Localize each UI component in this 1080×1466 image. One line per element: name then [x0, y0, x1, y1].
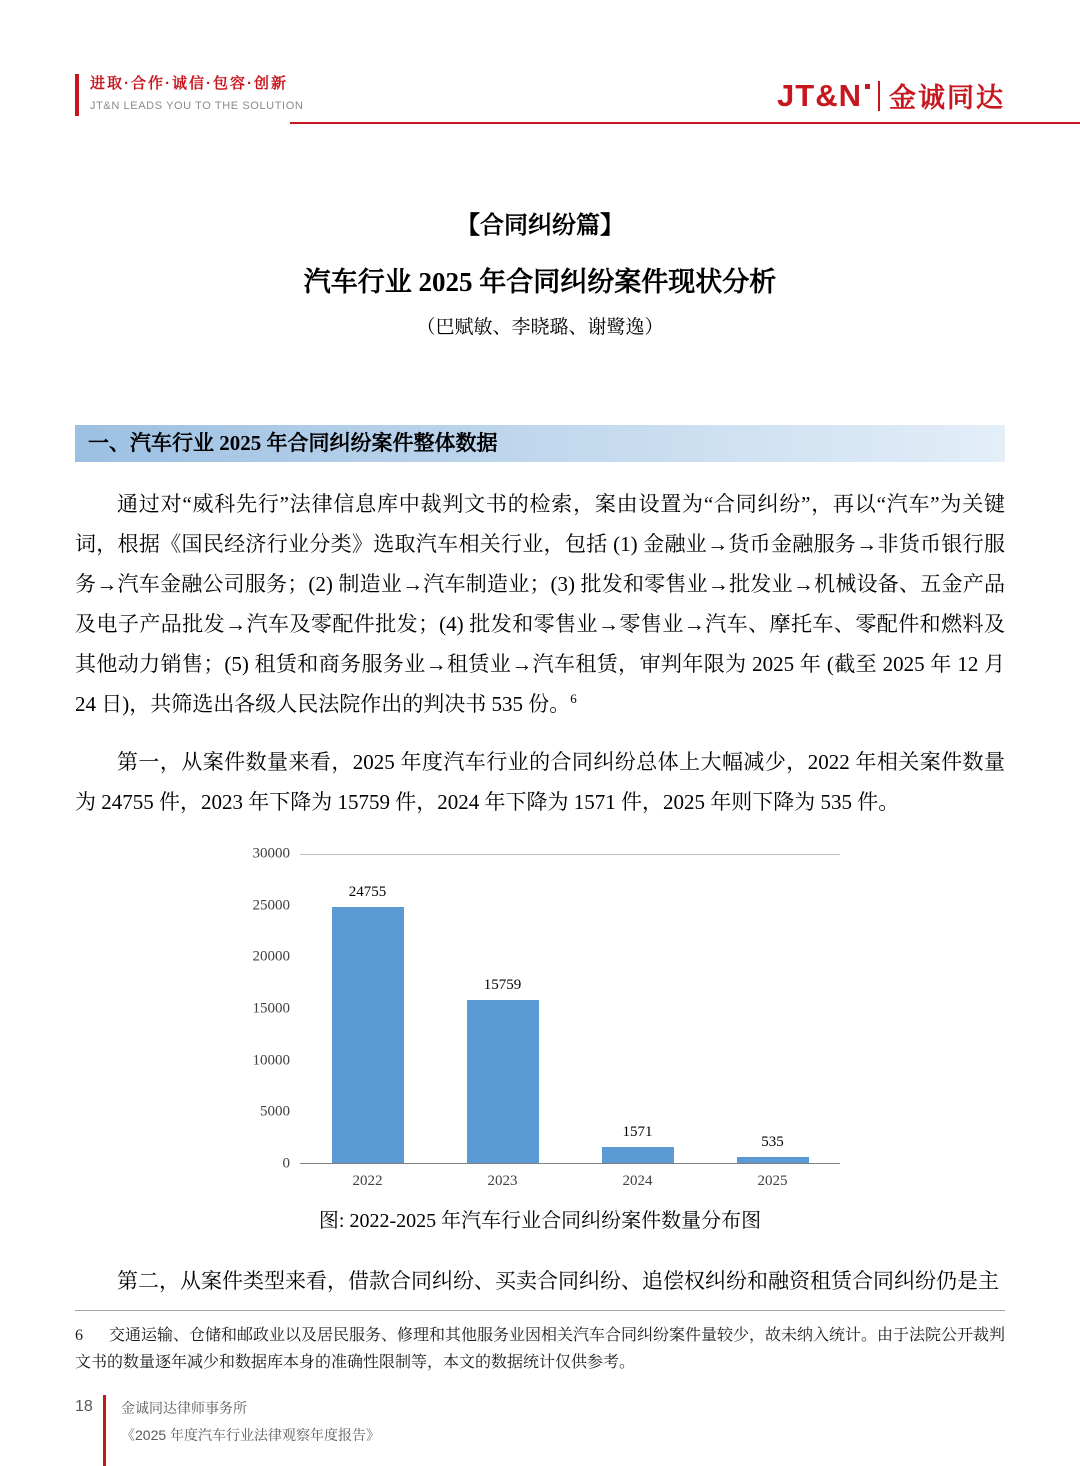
article-kicker: 【合同纠纷篇】 [456, 213, 624, 239]
slogan-english: JT&N LEADS YOU TO THE SOLUTION [90, 100, 304, 112]
case-count-bar-chart [240, 845, 840, 1190]
chart-category-row [300, 1164, 840, 1190]
bar-value-label: 1571 [622, 1124, 653, 1140]
footnote-area [75, 1310, 1005, 1376]
x-axis-category-label: 2023 [487, 1173, 518, 1189]
slogan-chinese: 进取·合作·诚信·包容·创新 [90, 75, 288, 92]
page-footer [75, 1395, 380, 1466]
chart-plot [300, 854, 840, 1164]
y-axis-tick-label: 10000 [252, 1052, 290, 1069]
bar-value-label: 15759 [483, 977, 522, 993]
footnote-marker: 6 [75, 1327, 83, 1344]
bar [602, 1147, 674, 1163]
footer-report-title: 《2025 年度汽车行业法律观察年度报告》 [121, 1427, 381, 1443]
bar-value-label: 24755 [348, 884, 387, 900]
paragraph-1 [75, 484, 1005, 724]
paragraph-1-text: 通过对“威科先行”法律信息库中裁判文书的检索，案由设置为“合同纠纷”，再以“汽车”为关键词，根据《国民经济行业分类》选取汽车相关行业，包括 (1) 金融业→货币金融服务→非货币银行服务→汽车金融公司服务；(2) 制造业→汽车制造业；(3) 批发和零售业→批发业→机械设备、五金产品及电子产品批发→汽车及零配件批发；(4) 批发和零售业→零售业→汽车、摩托车、零配件和燃料及其他动力销售；(5) 租赁和商务服务业→租赁业→汽车租赁，审判年限为 2025 年 (截至 2025 年 12 月 24 日)，共筛选出各级人民法院作出的判决书 535 份。 [75, 492, 1005, 716]
logo-text-en: JT&N [777, 77, 862, 113]
article-title: 汽车行业 2025 年合同纠纷案件现状分析 [303, 267, 777, 297]
y-axis-tick-label: 25000 [252, 897, 290, 914]
x-axis-category-label: 2025 [757, 1173, 788, 1189]
chart-inner [240, 845, 840, 1172]
bar-group [300, 855, 435, 1163]
y-axis-tick-label: 5000 [260, 1103, 290, 1120]
y-axis-tick-label: 15000 [252, 1000, 290, 1017]
x-axis-category-label: 2024 [622, 1173, 653, 1189]
bar [332, 907, 404, 1163]
chart-caption: 图: 2022-2025 年汽车行业合同纠纷案件数量分布图 [318, 1210, 762, 1232]
y-axis-tick-label: 20000 [252, 948, 290, 965]
bar-group [570, 855, 705, 1163]
bar-group [435, 855, 570, 1163]
paragraph-3: 第二，从案件类型来看，借款合同纠纷、买卖合同纠纷、追偿权纠纷和融资租赁合同纠纷仍是主 [117, 1269, 999, 1293]
footer-accent-bar [103, 1395, 106, 1466]
footer-texts [121, 1395, 380, 1466]
bar-group [705, 855, 840, 1163]
page-number: 18 [75, 1398, 93, 1415]
footer-firm-name: 金诚同达律师事务所 [121, 1400, 247, 1416]
y-axis-tick-label: 30000 [252, 845, 290, 862]
content-column [75, 0, 1005, 1301]
article-authors: （巴赋敏、李晓璐、谢鹭逸） [416, 317, 664, 338]
x-axis-category-label: 2022 [352, 1173, 383, 1189]
footnote-6 [75, 1322, 1005, 1376]
footnote-text: 交通运输、仓储和邮政业以及居民服务、修理和其他服务业因相关汽车合同纠纷案件量较少，故未纳入统计。由于法院公开裁判文书的数量逐年减少和数据库本身的准确性限制等，本文的数据统计仅供参考。 [75, 1327, 1006, 1371]
bar-value-label: 535 [761, 1134, 784, 1150]
section-heading: 一、汽车行业 2025 年合同纠纷案件整体数据 [75, 425, 1005, 462]
y-axis-tick-label: 0 [282, 1155, 290, 1172]
chart-y-axis [240, 845, 300, 1172]
bar [737, 1157, 809, 1163]
paragraph-2: 第一，从案件数量来看，2025 年度汽车行业的合同纠纷总体上大幅减少，2022 年相关案件数量为 24755 件，2023 年下降为 15759 件，2024 年下降为 1571 件，2025 年则下降为 535 件。 [75, 750, 1005, 814]
bar [467, 1000, 539, 1163]
logo-text-cn: 金诚同达 [889, 83, 1005, 113]
footnote-reference: 6 [570, 691, 577, 706]
